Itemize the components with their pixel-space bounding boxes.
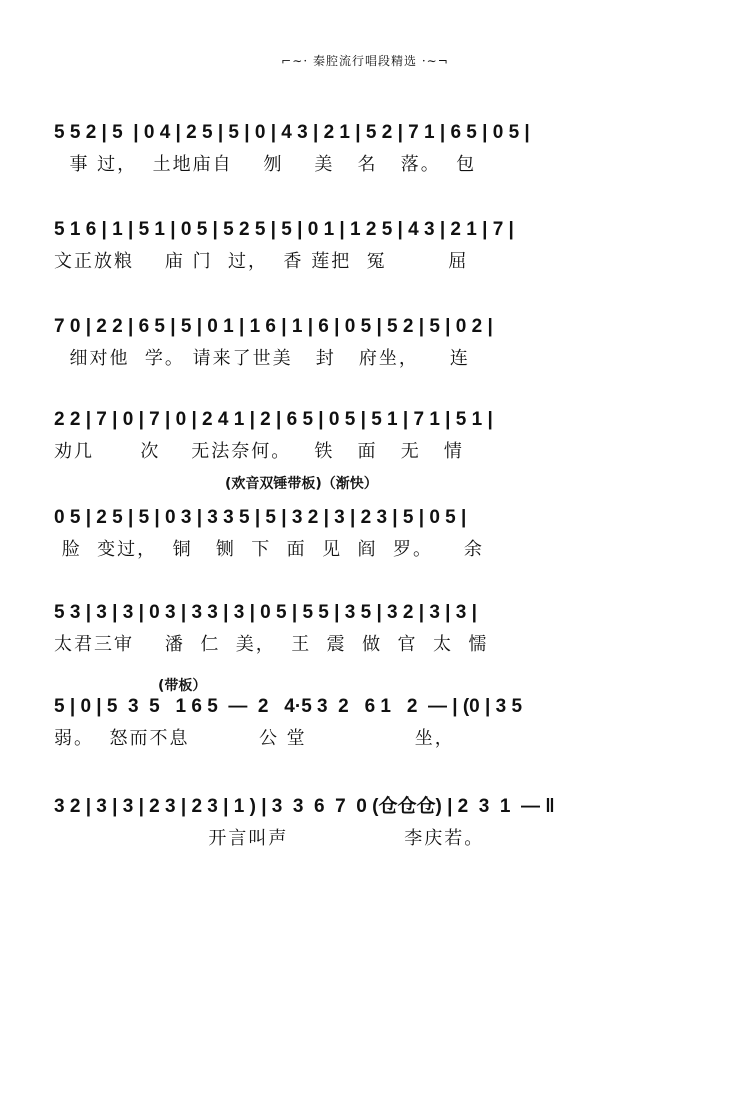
right-ornament-icon: ·∼¬ bbox=[421, 54, 449, 68]
lyrics-line: 脸 变过， 铜 铡 下 面 见 阎 罗。 余 bbox=[54, 539, 484, 560]
lyrics-line: 太君三审 潘 仁 美， 王 震 做 官 太 懦 bbox=[54, 634, 489, 655]
lyrics-line: 开言叫声 李庆若。 bbox=[54, 828, 485, 849]
notation-line: 7 0 | 2 2 | 6 5 | 5 | 0 1 | 1 6 | 1 | 6 | 0 5 | 5 2 | 5 | 0 2 | bbox=[54, 316, 493, 337]
tempo-marking: (带板） bbox=[158, 678, 207, 694]
notation-line: 0 5 | 2 5 | 5 | 0 3 | 3 3 5 | 5 | 3 2 | 3 | 2 3 | 5 | 0 5 | bbox=[54, 507, 467, 528]
page-header bbox=[0, 52, 730, 69]
notation-line: 5 1 6 | 1 | 5 1 | 0 5 | 5 2 5 | 5 | 0 1 | 1 2 5 | 4 3 | 2 1 | 7 | bbox=[54, 219, 514, 240]
lyrics-line: 细对他 学。 请来了世美 封 府坐， 连 bbox=[54, 348, 470, 369]
notation-line: 5 5 2 | 5 | 0 4 | 2 5 | 5 | 0 | 4 3 | 2 1 | 5 2 | 7 1 | 6 5 | 0 5 | bbox=[54, 122, 530, 143]
header-title: 秦腔流行唱段精选 bbox=[312, 54, 417, 68]
tempo-marking: (欢音双锤带板)（渐快） bbox=[225, 476, 378, 492]
lyrics-line: 文正放粮 庙 门 过， 香 莲把 冤 屈 bbox=[54, 251, 469, 272]
notation-line: 2 2 | 7 | 0 | 7 | 0 | 2 4 1 | 2 | 6 5 | 0 5 | 5 1 | 7 1 | 5 1 | bbox=[54, 409, 493, 430]
lyrics-line: 劝几 次 无法奈何。 铁 面 无 情 bbox=[54, 441, 464, 462]
lyrics-line: 弱。 怒而不息 公 堂 坐， bbox=[54, 728, 455, 749]
lyrics-line: 事 过， 土地庙自 刎 美 名 落。 包 bbox=[54, 154, 477, 175]
notation-line: 3 2 | 3 | 3 | 2 3 | 2 3 | 1 ) | 3 3 6 7 0 (仓仓仓) | 2 3 1 — ‖ bbox=[54, 796, 555, 817]
notation-line: 5 | 0 | 5 3 5 1 6 5 — 2 4·5 3 2 6 1 2 — | (0 | 3 5 bbox=[54, 696, 523, 717]
notation-line: 5 3 | 3 | 3 | 0 3 | 3 3 | 3 | 0 5 | 5 5 | 3 5 | 3 2 | 3 | 3 | bbox=[54, 602, 477, 623]
left-ornament-icon: ⌐∼· bbox=[281, 54, 309, 68]
